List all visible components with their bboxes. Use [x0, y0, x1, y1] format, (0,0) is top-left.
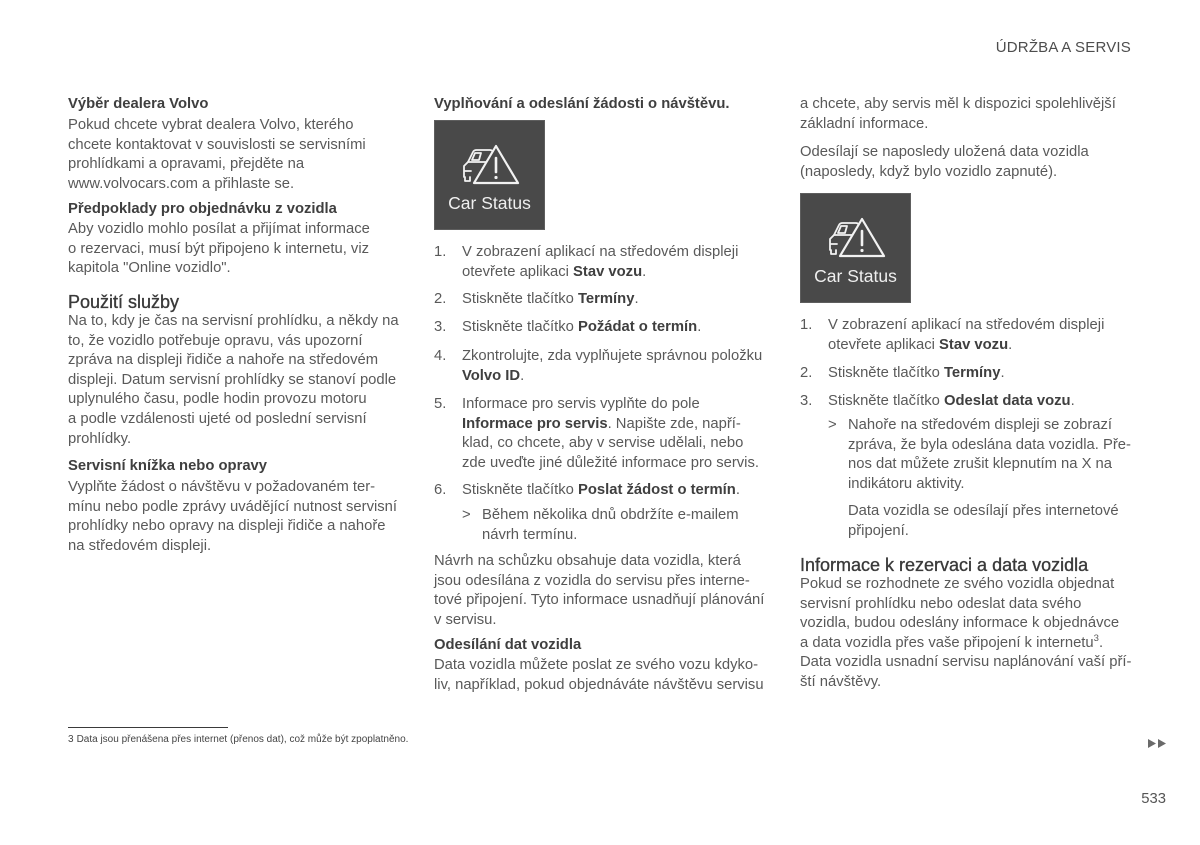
text-line: Návrh na schůzku obsahuje data vozidla, která [434, 553, 741, 569]
text-line: zpráva na displeji řidiče a nahoře na středovém [68, 352, 379, 369]
footnote-text: Data jsou přenášena přes internet (přenos dat), což může být zpoplatněno. [76, 734, 409, 745]
paragraph-send-data [434, 656, 764, 695]
ui-term: Volvo ID [462, 367, 521, 384]
text-segment: . [1008, 336, 1013, 353]
result-marker: > [828, 417, 837, 433]
text-line: prohlídky nebo opravy na displeji řidiče a nahoře [68, 518, 386, 535]
app-tile-label: Car Status [814, 266, 897, 286]
step-5 [434, 395, 759, 473]
subheading-dealer: Výběr dealera Volvo [68, 96, 209, 112]
subheading-prerequisites: Předpoklady pro objednávku z vozidla [68, 201, 337, 217]
text-line: zpráva, že byla odeslána data vozidla. Pře- [848, 436, 1131, 453]
text-line: tové připojení. Tyto informace usnadňují plánování [434, 592, 765, 609]
step-text [462, 481, 740, 501]
text-line: Pokud chcete vybrat dealera Volvo, kterého [68, 117, 354, 133]
text-line: v servisu. [434, 611, 497, 628]
step-3 [800, 392, 1075, 412]
text-line [462, 318, 701, 338]
step-number: 3. [800, 393, 813, 409]
subheading-service-book: Servisní knížka nebo opravy [68, 458, 268, 474]
text-segment: . [1098, 634, 1104, 651]
car-warning-icon [434, 120, 545, 192]
text-line [462, 415, 759, 435]
text-line: to, že vozidlo potřebuje opravu, vás upozorní [68, 332, 363, 349]
text-line: www.volvocars.com a přihlaste se. [68, 175, 295, 192]
text-segment: . Napište zde, napří- [607, 415, 741, 432]
text-line: Během několika dnů obdržíte e-mailem [482, 507, 739, 523]
footnote-marker: 3 [68, 734, 74, 745]
page-number: 533 [1141, 791, 1166, 807]
text-segment: . [697, 319, 702, 335]
text-line: servisní prohlídku nebo odeslat data svého [800, 595, 1082, 612]
text-line: uplynulého času, podle hodin provozu motoru [68, 391, 367, 408]
car-status-app-tile [434, 120, 545, 230]
step-number: 5. [434, 396, 447, 412]
text-line: Aby vozidlo mohlo posílat a přijímat informace [68, 221, 370, 237]
step-result [462, 506, 739, 545]
text-segment: otevřete aplikaci [828, 336, 940, 353]
step-text [828, 364, 1005, 384]
double-chevron-right-icon [1148, 739, 1167, 748]
text-line: prohlídky. [68, 430, 132, 447]
text-line: základní informace. [800, 115, 929, 132]
text-line: Vyplňte žádost o návštěvu v požadovaném ter- [68, 479, 376, 495]
text-line: chcete kontaktovat v souvislosti se servisními [68, 136, 366, 153]
footnote-reference: 3 [1093, 632, 1099, 644]
result-note [848, 502, 1119, 541]
paragraph-usage [68, 312, 399, 449]
text-line [462, 263, 738, 283]
car-warning-icon [800, 193, 911, 265]
text-line: ští návštěvy. [800, 673, 882, 690]
app-tile-label: Car Status [448, 193, 531, 213]
text-segment: . [634, 291, 639, 307]
paragraph-service-book [68, 478, 397, 556]
ui-term: Odeslat data vozu [943, 393, 1071, 409]
section-heading-booking-info: Informace k rezervaci a data vozidla [800, 555, 1089, 575]
step-text [462, 395, 759, 473]
result-text [482, 506, 739, 545]
step-3 [434, 318, 701, 338]
text-line: Data vozidla usnadní servisu naplánování vaší pří- [800, 654, 1132, 671]
subheading-send-data: Odesílání dat vozidla [434, 637, 582, 653]
text-line: na středovém displeji. [68, 537, 212, 554]
paragraph-prerequisites [68, 220, 370, 279]
text-line: návrh termínu. [482, 526, 578, 543]
text-segment: Stiskněte tlačítko [828, 365, 944, 381]
step-text [462, 318, 701, 338]
text-segment: . [642, 263, 647, 280]
text-line: Odesílají se naposledy uložená data vozidla [800, 144, 1089, 160]
text-line [800, 634, 1131, 654]
step-result [828, 416, 1131, 494]
text-line: Data vozidla se odesílají přes internetové [848, 503, 1119, 519]
section-header: ÚDRŽBA A SERVIS [995, 39, 1131, 56]
text-line: jsou odesílána z vozidla do servisu přes interne- [434, 572, 750, 589]
ui-term: Stav vozu [939, 336, 1009, 353]
footnote-divider [68, 727, 228, 728]
text-line: nos dat můžete zrušit klepnutím na X na [848, 456, 1113, 473]
text-line [462, 290, 639, 310]
text-segment: . [1000, 365, 1005, 381]
step-number: 2. [800, 365, 813, 381]
text-line [462, 367, 762, 387]
step-2 [434, 290, 639, 310]
result-marker: > [462, 507, 471, 523]
text-line: klad, co chcete, aby v servise udělali, nebo [462, 435, 744, 452]
ui-term: Termíny [943, 365, 1001, 381]
text-line [462, 481, 740, 501]
text-line: Data vozidla můžete poslat ze svého vozu kdyko- [434, 657, 759, 673]
ui-term: Termíny [577, 291, 635, 307]
text-line [828, 336, 1104, 356]
step-4 [434, 347, 762, 386]
text-segment: Stiskněte tlačítko [462, 291, 578, 307]
step-number: 1. [800, 317, 813, 333]
text-line: Na to, kdy je čas na servisní prohlídku, a někdy na [68, 313, 399, 329]
text-line: o rezervaci, musí být připojeno k internetu, viz [68, 240, 370, 257]
subheading-request: Vyplňování a odeslání žádosti o návštěvu. [434, 96, 730, 112]
text-segment: . [735, 482, 740, 498]
text-line: Nahoře na středovém displeji se zobrazí [848, 417, 1113, 433]
text-line: V zobrazení aplikací na středovém displeji [828, 317, 1105, 333]
step-text [462, 243, 738, 282]
step-6 [434, 481, 740, 501]
step-1 [434, 243, 738, 282]
ui-term: Poslat žádost o termín [577, 482, 736, 498]
text-line: Informace pro servis vyplňte do pole [462, 396, 700, 412]
text-line: a chcete, aby servis měl k dispozici spolehlivější [800, 96, 1116, 112]
text-line: Pokud se rozhodnete ze svého vozidla objednat [800, 576, 1115, 592]
text-line: připojení. [848, 522, 909, 539]
text-line [828, 364, 1005, 384]
paragraph-dealer [68, 116, 366, 194]
step-1 [800, 316, 1104, 355]
text-segment: . [1070, 393, 1075, 409]
text-line: kapitola "Online vozidlo". [68, 260, 231, 277]
paragraph-appointment-note [434, 552, 764, 630]
paragraph-booking-info [800, 575, 1131, 693]
ui-term: Stav vozu [573, 263, 643, 280]
text-line: mínu nebo podle zprávy uvádějící nutnost servisní [68, 498, 398, 515]
text-line: prohlídkami a opravami, přejděte na [68, 156, 305, 173]
step-number: 4. [434, 348, 447, 364]
text-line: a podle vzdálenosti ujeté od poslední servisní [68, 410, 367, 427]
ui-term: Požádat o termín [577, 319, 698, 335]
step-number: 1. [434, 244, 447, 260]
text-line: (naposledy, když bylo vozidlo zapnuté). [800, 163, 1058, 180]
text-segment: Stiskněte tlačítko [462, 319, 578, 335]
text-segment: Stiskněte tlačítko [828, 393, 944, 409]
paragraph-last-data [800, 143, 1089, 182]
step-number: 6. [434, 482, 447, 498]
step-number: 3. [434, 319, 447, 335]
step-text [462, 347, 762, 386]
ui-term: Informace pro servis [462, 415, 608, 432]
section-heading-usage: Použití služby [68, 292, 180, 312]
text-segment: Stiskněte tlačítko [462, 482, 578, 498]
text-line: vozidla, budou odeslány informace k objednávce [800, 615, 1120, 632]
paragraph-send-data-continued [800, 95, 1116, 134]
result-text [848, 416, 1131, 494]
text-segment: otevřete aplikaci [462, 263, 574, 280]
step-text [462, 290, 639, 310]
text-line: V zobrazení aplikací na středovém displeji [462, 244, 739, 260]
text-line: Zkontrolujte, zda vyplňujete správnou položku [462, 348, 763, 364]
text-line: displeji. Datum servisní prohlídky se stanoví podle [68, 371, 397, 388]
step-text [828, 316, 1104, 355]
step-text [828, 392, 1075, 412]
text-line [828, 392, 1075, 412]
text-line: indikátoru aktivity. [848, 475, 965, 492]
text-line: zde uveďte jiné důležité informace pro servis. [462, 454, 759, 471]
footnote [68, 733, 408, 746]
text-segment: . [520, 367, 525, 384]
car-status-app-tile [800, 193, 911, 303]
step-2 [800, 364, 1005, 384]
text-segment: a data vozidla přes vaše připojení k internetu [800, 634, 1094, 651]
step-number: 2. [434, 291, 447, 307]
text-line: liv, například, pokud objednáváte návštěvu servisu [434, 676, 764, 693]
